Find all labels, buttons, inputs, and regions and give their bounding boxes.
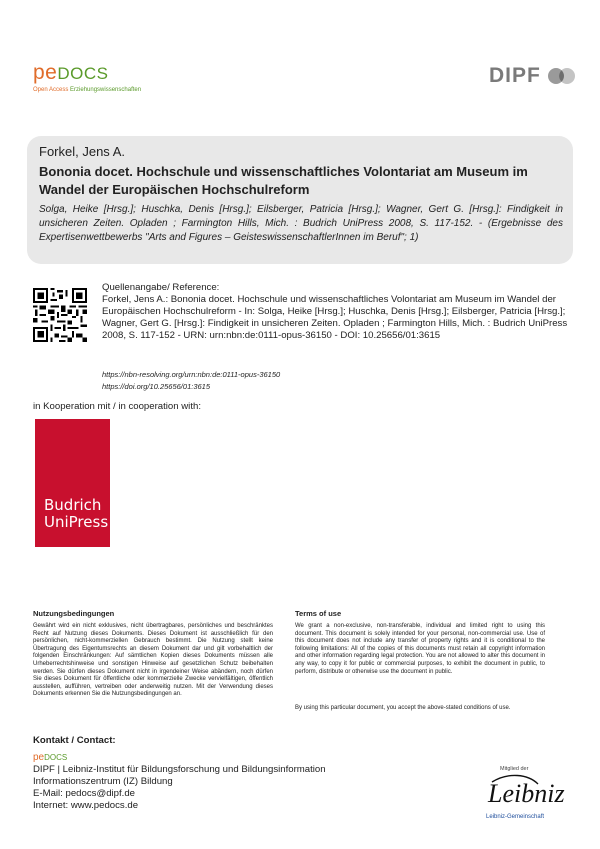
cooperation-label: in Kooperation mit / in cooperation with: xyxy=(33,401,201,412)
contact-block xyxy=(33,764,326,812)
terms-en-acceptance: By using this particular document, you accept the above-stated conditions of use. xyxy=(295,705,511,711)
leibniz-subtitle: Leibniz-Gemeinschaft xyxy=(486,814,545,820)
record-source: Solga, Heike [Hrsg.]; Huschka, Denis [Hrsg.]; Eilsberger, Patricia [Hrsg.]; Wagner, Gert G. [Hrsg.]: Findigkeit in unsicheren Zeiten. Opladen ; Farmington Hills, Mich. : Budrich UniPress 2008, S. 117-152. - (Ergebnisse des Expertisenwettbewerbs "Arts and Figures – GeisteswissenschaftlerInnen im Beruf"; 1) xyxy=(39,204,563,243)
dipf-circles-icon xyxy=(547,67,577,85)
contact-department: Informationszentrum (IZ) Bildung xyxy=(33,776,173,787)
dipf-logo xyxy=(489,64,577,88)
qr-code-icon xyxy=(33,288,87,342)
leibniz-logo xyxy=(478,762,568,822)
terms-de-text: Gewährt wird ein nicht exklusives, nicht übertragbares, persönliches und beschränktes Recht auf Nutzung dieses Dokuments. Dieses Dokument ist ausschließlich für den persönlichen, nicht-kommerziellen Gebrauch bestimmt. Die Nutzung stellt keine Übertragung des Eigentumsrechts an diesem Dokument dar und gilt vorbehaltlich der folgenden Einschränkungen: Auf sämtlichen Kopien dieses Dokuments müssen alle Urheberrechtshinweise und sonstigen Hinweise auf gesetzlichen Schutz beibehalten werden. Sie dürfen dieses Dokument nicht in irgendeiner Weise abändern, noch dürfen Sie dieses Dokument für öffentliche oder kommerzielle Zwecke vervielfältigen, öffentlich ausstellen, aufführen, vertreiben oder anderweitig nutzen. Mit der Verwendung dieses Dokuments erkennen Sie die Nutzungsbedingungen an. xyxy=(33,623,273,698)
contact-website[interactable]: Internet: www.pedocs.de xyxy=(33,800,139,811)
terms-de-heading: Nutzungsbedingungen xyxy=(33,609,115,618)
pedocs-tagline: Open Access Erziehungswissenschaften xyxy=(33,87,142,93)
reference-block xyxy=(102,282,572,342)
reference-links xyxy=(102,369,280,393)
leibniz-script: Leibniz xyxy=(488,779,565,808)
terms-en-heading: Terms of use xyxy=(295,609,342,618)
pedocs-logo xyxy=(33,62,141,93)
dipf-wordmark: DIPF xyxy=(489,64,541,87)
contact-heading: Kontakt / Contact: xyxy=(33,735,116,746)
doi-link[interactable]: https://doi.org/10.25656/01:3615 xyxy=(102,382,211,391)
reference-label: Quellenangabe/ Reference: xyxy=(102,282,220,293)
record-title: Bononia docet. Hochschule und wissenschaftliches Volontariat am Museum im Wandel der Europäischen Hochschulreform xyxy=(39,164,528,197)
leibniz-member-label: Mitglied der xyxy=(500,766,529,772)
budrich-logo-text: Budrich UniPress xyxy=(44,496,109,531)
pedocs-wordmark: peDOCS xyxy=(33,61,109,84)
contact-institution: DIPF | Leibniz-Institut für Bildungsforschung und Bildungsinformation xyxy=(33,764,326,775)
terms-en-text: We grant a non-exclusive, non-transferable, individual and limited right to using this document. This document is solely intended for your personal, non-commercial use. Use of this document does not include any transfer of property rights and it is conditional to the following limitations: All of the copies of this documents must retain all copyright information and other information regarding legal protection. You are not allowed to alter this document in any way, to copy it for public or commercial purposes, to exhibit the document in public, to perform, distribute or otherwise use the document in public. xyxy=(295,623,545,675)
record-author: Forkel, Jens A. xyxy=(39,144,125,159)
budrich-unipress-logo xyxy=(35,419,110,547)
contact-email[interactable]: E-Mail: pedocs@dipf.de xyxy=(33,788,135,799)
record-title-box xyxy=(27,136,573,264)
contact-pedocs-logo: peDOCS xyxy=(33,752,68,763)
reference-text: Forkel, Jens A.: Bononia docet. Hochschule und wissenschaftliches Volontariat am Museum im Wandel der Europäischen Hochschulreform - In: Solga, Heike [Hrsg.]; Huschka, Denis [Hrsg.]; Eilsberger, Patricia [Hrsg.]; Wagner, Gert G. [Hrsg.]: Findigkeit in unsicheren Zeiten. Opladen ; Farmington Hills, Mich. : Budrich UniPress 2008, S. 117-152 - URN: urn:nbn:de:0111-opus-36150 - DOI: 10.25656/01:3615 xyxy=(102,294,568,341)
urn-link[interactable]: https://nbn-resolving.org/urn:nbn:de:0111-opus-36150 xyxy=(102,370,281,379)
